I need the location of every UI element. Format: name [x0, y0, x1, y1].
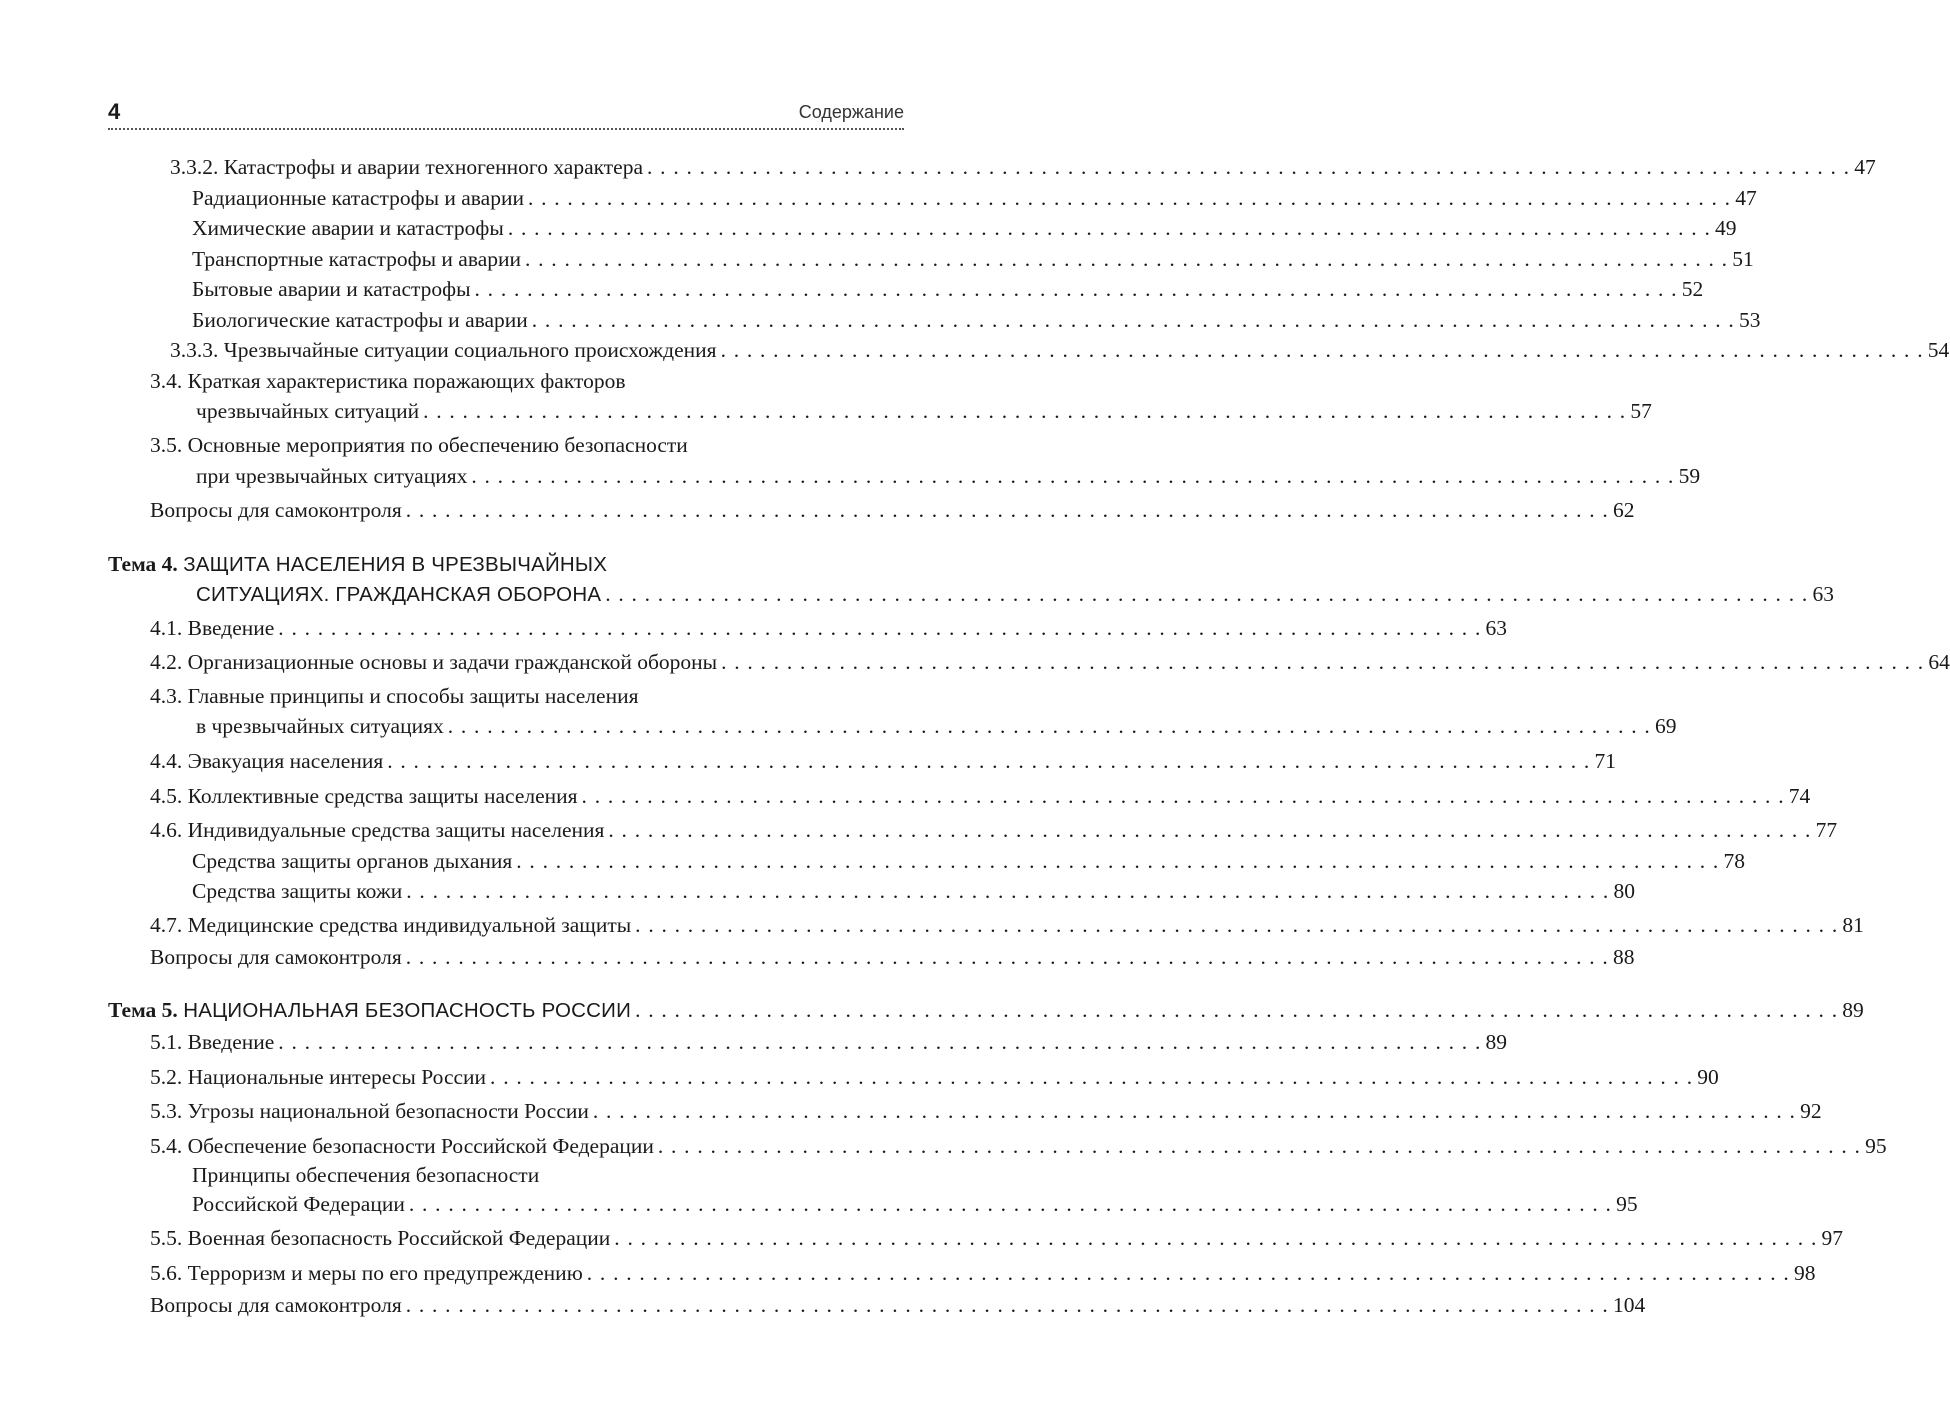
dot-leader — [516, 846, 1719, 868]
toc-entry-text: Радиационные катастрофы и аварии — [192, 185, 524, 210]
toc-page-number: 49 — [1715, 216, 1737, 240]
dot-leader — [423, 397, 1626, 419]
toc-page-number: 98 — [1794, 1260, 1816, 1285]
toc-entry-text: 4.4. Эвакуация населения — [150, 749, 384, 773]
toc-entry-principles-cont[interactable] — [150, 1190, 1638, 1219]
toc-entry-text: 4.3. Главные принципы и способы защиты населения — [150, 683, 639, 708]
dot-leader — [525, 244, 1728, 266]
toc-page-number: 78 — [1723, 848, 1745, 873]
section-gap — [150, 973, 904, 995]
toc-page-number: 88 — [1612, 945, 1635, 969]
toc-page-number: 81 — [1842, 912, 1864, 937]
theme-prefix: Тема 4. — [108, 552, 178, 576]
dot-leader — [448, 712, 1651, 734]
toc-entry-text: 4.6. Индивидуальные средства защиты населения — [150, 818, 605, 842]
toc-entry-5-5[interactable] — [150, 1223, 1844, 1254]
toc-entry-questions-4[interactable] — [150, 942, 1635, 973]
toc-theme-4-cont[interactable] — [150, 580, 1834, 609]
dot-leader — [490, 1062, 1693, 1084]
table-of-contents — [108, 152, 1950, 1321]
toc-page-number: 71 — [1594, 749, 1616, 773]
dot-leader — [635, 995, 1838, 1017]
toc-page-number: 57 — [1630, 399, 1652, 423]
theme-title-cont: СИТУАЦИЯХ. ГРАЖДАНСКАЯ ОБОРОНА — [196, 582, 602, 606]
toc-page-number: 69 — [1654, 714, 1677, 738]
toc-entry-4-7[interactable] — [150, 910, 1864, 941]
toc-entry-biological[interactable] — [150, 305, 1761, 336]
toc-page-number: 63 — [1812, 581, 1834, 606]
toc-entry-text: в чрезвычайных ситуациях — [196, 714, 444, 738]
toc-page-number: 89 — [1485, 1030, 1508, 1054]
toc-entry-3-4[interactable] — [150, 366, 904, 398]
toc-page-number: 77 — [1815, 818, 1838, 842]
toc-entry-text: 3.3.3. Чрезвычайные ситуации социального происхождения — [170, 338, 717, 362]
toc-entry-principles[interactable] — [150, 1161, 904, 1190]
dot-leader — [508, 213, 1711, 235]
dot-leader — [605, 580, 1808, 602]
toc-entry-text: Средства защиты органов дыхания — [192, 848, 513, 873]
toc-page-number: 74 — [1788, 783, 1811, 808]
header-dotted-rule — [108, 128, 904, 130]
toc-page-number: 64 — [1928, 650, 1950, 674]
toc-entry-text: 4.7. Медицинские средства индивидуальной защиты — [150, 912, 632, 937]
toc-entry-text: Вопросы для самоконтроля — [150, 945, 402, 969]
toc-entry-text: 5.4. Обеспечение безопасности Российской Федерации — [150, 1133, 654, 1158]
toc-entry-5-3[interactable] — [150, 1096, 1822, 1127]
toc-page-number: 89 — [1842, 997, 1864, 1022]
toc-entry-text: 5.1. Введение — [150, 1030, 275, 1054]
toc-entry-transport[interactable] — [150, 244, 1754, 275]
section-gap — [150, 525, 904, 549]
theme-title: НАЦИОНАЛЬНАЯ БЕЗОПАСНОСТЬ РОССИИ — [183, 998, 632, 1022]
theme-prefix: Тема 5. — [108, 997, 178, 1022]
toc-entry-text: при чрезвычайных ситуациях — [196, 463, 468, 488]
toc-entry-text: Химические аварии и катастрофы — [192, 216, 504, 240]
dot-leader — [658, 1131, 1861, 1153]
toc-entry-text: Вопросы для самоконтроля — [150, 497, 402, 522]
dot-leader — [406, 1290, 1609, 1312]
toc-entry-3-4-cont[interactable] — [150, 397, 1652, 426]
toc-page-number: 97 — [1821, 1226, 1844, 1250]
toc-entry-text — [108, 549, 607, 581]
toc-entry-4-3-cont[interactable] — [150, 712, 1677, 741]
toc-entry-4-6[interactable] — [150, 815, 1838, 846]
toc-entry-text: чрезвычайных ситуаций — [196, 399, 420, 423]
toc-entry-3-3-2[interactable] — [150, 152, 1876, 183]
toc-page-number: 63 — [1485, 615, 1508, 640]
toc-page-number: 95 — [1865, 1133, 1887, 1158]
toc-entry-skin[interactable] — [150, 876, 1635, 907]
toc-page-number: 80 — [1613, 879, 1635, 903]
toc-entry-5-2[interactable] — [150, 1062, 1719, 1093]
toc-entry-text: Биологические катастрофы и аварии — [192, 307, 528, 332]
dot-leader — [278, 613, 1481, 635]
toc-entry-respiratory[interactable] — [150, 846, 1745, 877]
toc-entry-text: 4.5. Коллективные средства защиты населения — [150, 783, 578, 808]
dot-leader — [409, 1190, 1612, 1212]
toc-entry-text: 5.5. Военная безопасность Российской Федерации — [150, 1226, 611, 1250]
toc-entry-4-4[interactable] — [150, 746, 1616, 777]
toc-entry-text: 4.1. Введение — [150, 615, 275, 640]
toc-entry-text: 5.2. Национальные интересы России — [150, 1064, 487, 1089]
toc-entry-text: 3.4. Краткая характеристика поражающих факторов — [150, 368, 626, 393]
dot-leader — [721, 647, 1924, 669]
toc-entry-chemical[interactable] — [150, 213, 1737, 244]
toc-entry-3-5[interactable] — [150, 430, 904, 462]
toc-page-number: 95 — [1616, 1192, 1638, 1216]
toc-entry-text: Принципы обеспечения безопасности — [192, 1163, 540, 1187]
dot-leader — [608, 815, 1811, 837]
toc-page-number: 59 — [1678, 463, 1701, 488]
dot-leader — [471, 462, 1674, 484]
toc-entry-4-3[interactable] — [150, 681, 904, 713]
toc-page-number: 62 — [1612, 497, 1635, 522]
toc-entry-text: Средства защиты кожи — [192, 879, 403, 903]
toc-entry-questions-5[interactable] — [150, 1290, 1646, 1321]
toc-entry-4-1[interactable] — [150, 613, 1508, 644]
toc-entry-radiation[interactable] — [150, 183, 1757, 214]
toc-entry-text: Транспортные катастрофы и аварии — [192, 246, 521, 271]
dot-leader — [406, 876, 1609, 898]
toc-page-number: 52 — [1681, 277, 1704, 301]
toc-entry-questions-3[interactable] — [150, 495, 1635, 526]
dot-leader — [278, 1027, 1481, 1049]
toc-page-number: 90 — [1697, 1064, 1719, 1089]
dot-leader — [587, 1258, 1790, 1280]
toc-entry-3-3-3[interactable] — [150, 335, 1950, 366]
dot-leader — [721, 335, 1924, 357]
dot-leader — [647, 152, 1850, 174]
theme-title: ЗАЩИТА НАСЕЛЕНИЯ В ЧРЕЗВЫЧАЙНЫХ — [183, 553, 608, 576]
toc-entry-text: Бытовые аварии и катастрофы — [192, 277, 471, 301]
toc-theme-5[interactable] — [108, 995, 1864, 1026]
toc-entry-household[interactable] — [150, 274, 1704, 305]
dot-leader — [593, 1096, 1796, 1118]
toc-entry-5-4[interactable] — [150, 1131, 1887, 1162]
toc-entry-text: Российской Федерации — [192, 1192, 405, 1216]
page-number: 4 — [108, 99, 121, 124]
toc-entry-text: 5.3. Угрозы национальной безопасности России — [150, 1099, 589, 1123]
toc-entry-3-5-cont[interactable] — [150, 462, 1701, 491]
toc-entry-4-5[interactable] — [150, 781, 1811, 812]
toc-theme-4[interactable] — [108, 549, 904, 580]
dot-leader — [528, 183, 1731, 205]
dot-leader — [532, 305, 1735, 327]
toc-entry-5-6[interactable] — [150, 1258, 1816, 1289]
dot-leader — [406, 495, 1609, 517]
dot-leader — [582, 781, 1785, 803]
page-header — [108, 96, 904, 130]
toc-page-number: 51 — [1732, 246, 1754, 271]
toc-entry-text: Вопросы для самоконтроля — [150, 1293, 402, 1317]
dot-leader — [387, 746, 1590, 768]
toc-entry-text: 4.2. Организационные основы и задачи гражданской обороны — [150, 650, 718, 674]
dot-leader — [614, 1223, 1817, 1245]
toc-page-number: 47 — [1735, 185, 1757, 210]
toc-page-number: 104 — [1612, 1293, 1646, 1317]
toc-entry-5-1[interactable] — [150, 1027, 1508, 1058]
toc-entry-text: 5.6. Терроризм и меры по его предупреждению — [150, 1260, 583, 1285]
toc-page-number: 54 — [1927, 338, 1950, 362]
toc-page-number: 53 — [1739, 307, 1761, 332]
toc-page-number: 92 — [1800, 1099, 1822, 1123]
toc-entry-text: 3.3.2. Катастрофы и аварии техногенного характера — [170, 155, 644, 179]
running-title: Содержание — [798, 102, 904, 122]
toc-entry-4-2[interactable] — [150, 647, 1950, 679]
dot-leader — [635, 910, 1838, 932]
dot-leader — [406, 942, 1609, 964]
toc-entry-text: 3.5. Основные мероприятия по обеспечению безопасности — [150, 433, 688, 457]
dot-leader — [475, 274, 1678, 296]
toc-entry-text — [108, 995, 631, 1027]
toc-page-number: 47 — [1854, 155, 1876, 179]
